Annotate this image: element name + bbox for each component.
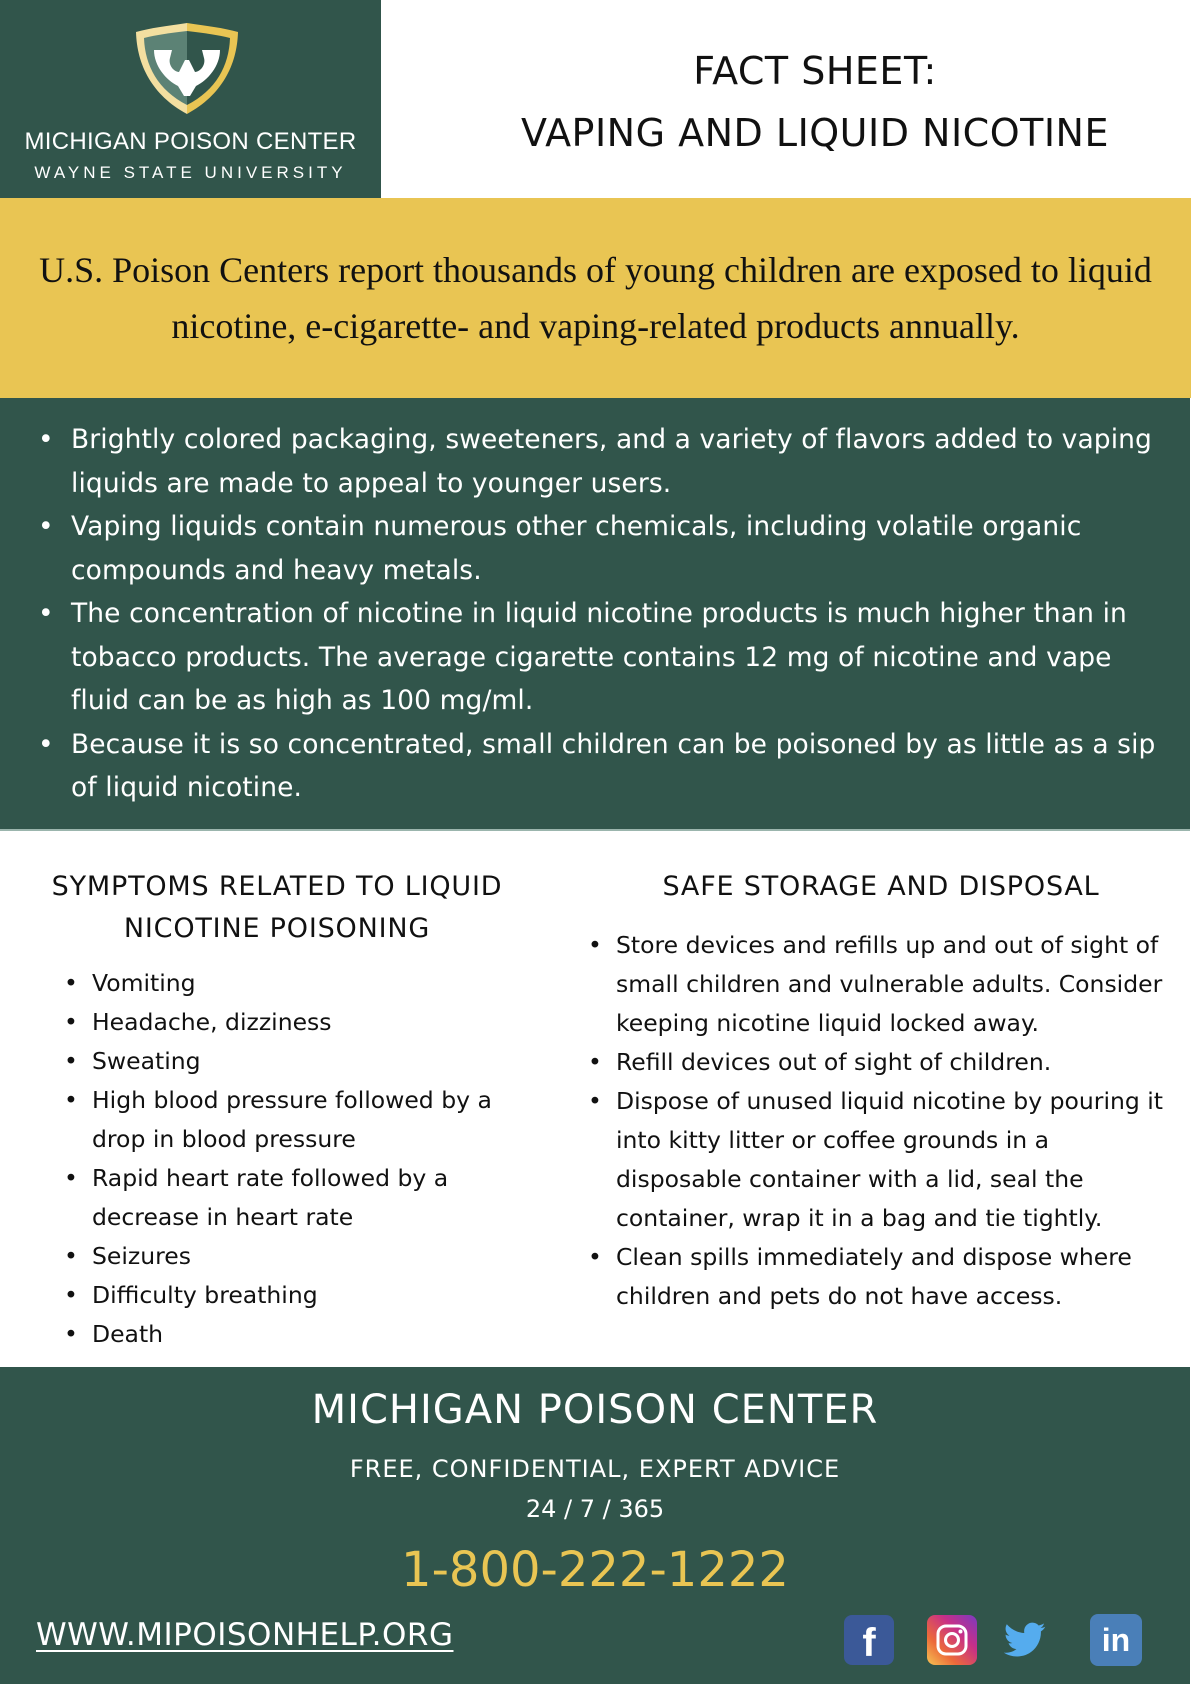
storage-item: • Refill devices out of sight of children.	[586, 1043, 1176, 1082]
footer-tagline: FREE, CONFIDENTIAL, EXPERT ADVICE	[349, 1455, 841, 1483]
storage-list	[586, 926, 1176, 1316]
facts-list	[36, 418, 1176, 810]
instagram-icon	[934, 1622, 970, 1658]
twitter-link[interactable]	[1003, 1615, 1047, 1665]
logo	[0, 0, 381, 198]
symptom-item: • Headache, dizziness	[62, 1003, 540, 1042]
storage-item: • Clean spills immediately and dispose where children and pets do not have access.	[586, 1238, 1176, 1316]
symptoms-title: SYMPTOMS RELATED TO LIQUID NICOTINE POISONING	[51, 871, 503, 944]
banner-text: U.S. Poison Centers report thousands of young children are exposed to liquid nicotine, e-cigarette- and vaping-related products annually.	[39, 250, 1152, 346]
symptoms-list	[62, 964, 540, 1354]
symptoms-section	[14, 866, 540, 1354]
symptom-item: • Rapid heart rate followed by a decrease in heart rate	[62, 1159, 540, 1237]
fact-item: • The concentration of nicotine in liquid nicotine products is much higher than in tobacco products. The average cigarette contains 12 mg of nicotine and vape fluid can be as high as 100 mg/ml.	[36, 592, 1176, 723]
page-title-line2: VAPING AND LIQUID NICOTINE	[521, 111, 1109, 155]
symptom-item: • Vomiting	[62, 964, 540, 1003]
facts-section	[0, 398, 1190, 831]
symptom-item: • Seizures	[62, 1237, 540, 1276]
footer	[0, 1367, 1190, 1684]
symptom-item: • Death	[62, 1315, 540, 1354]
storage-item: • Store devices and refills up and out of sight of small children and vulnerable adults. Consider keeping nicotine liquid locked away.	[586, 926, 1176, 1043]
logo-university-name: WAYNE STATE UNIVERSITY	[34, 163, 347, 182]
footer-hours: 24 / 7 / 365	[525, 1495, 665, 1523]
storage-item: • Dispose of unused liquid nicotine by pouring it into kitty litter or coffee grounds in a disposable container with a lid, seal the container, wrap it in a bag and tie tightly.	[586, 1082, 1176, 1238]
page-title-line1: FACT SHEET:	[693, 49, 937, 93]
fact-item: • Vaping liquids contain numerous other chemicals, including volatile organic compounds and heavy metals.	[36, 505, 1176, 592]
header	[0, 0, 1191, 198]
symptom-item: • Difficulty breathing	[62, 1276, 540, 1315]
logo-org-name: MICHIGAN POISON CENTER	[24, 128, 357, 155]
fact-item: • Brightly colored packaging, sweeteners, and a variety of flavors added to vaping liquids are made to appeal to younger users.	[36, 418, 1176, 505]
facebook-icon: f	[862, 1620, 876, 1665]
storage-title: SAFE STORAGE AND DISPOSAL	[662, 871, 1100, 902]
symptom-item: • Sweating	[62, 1042, 540, 1081]
wayne-state-shield-icon	[132, 20, 242, 116]
linkedin-icon: in	[1101, 1621, 1131, 1658]
website-link[interactable]: WWW.MIPOISONHELP.ORG	[36, 1617, 454, 1653]
storage-section	[586, 866, 1176, 1316]
twitter-icon	[1004, 1622, 1046, 1658]
page-title	[440, 40, 1190, 164]
facebook-link[interactable]	[844, 1615, 894, 1665]
highlight-banner	[0, 198, 1191, 398]
fact-item: • Because it is so concentrated, small children can be poisoned by as little as a sip of liquid nicotine.	[36, 723, 1176, 810]
linkedin-link[interactable]	[1090, 1614, 1142, 1666]
phone-number[interactable]: 1-800-222-1222	[401, 1542, 789, 1598]
instagram-link[interactable]	[927, 1615, 977, 1665]
footer-org-name: MICHIGAN POISON CENTER	[311, 1387, 879, 1433]
symptom-item: • High blood pressure followed by a drop in blood pressure	[62, 1081, 540, 1159]
